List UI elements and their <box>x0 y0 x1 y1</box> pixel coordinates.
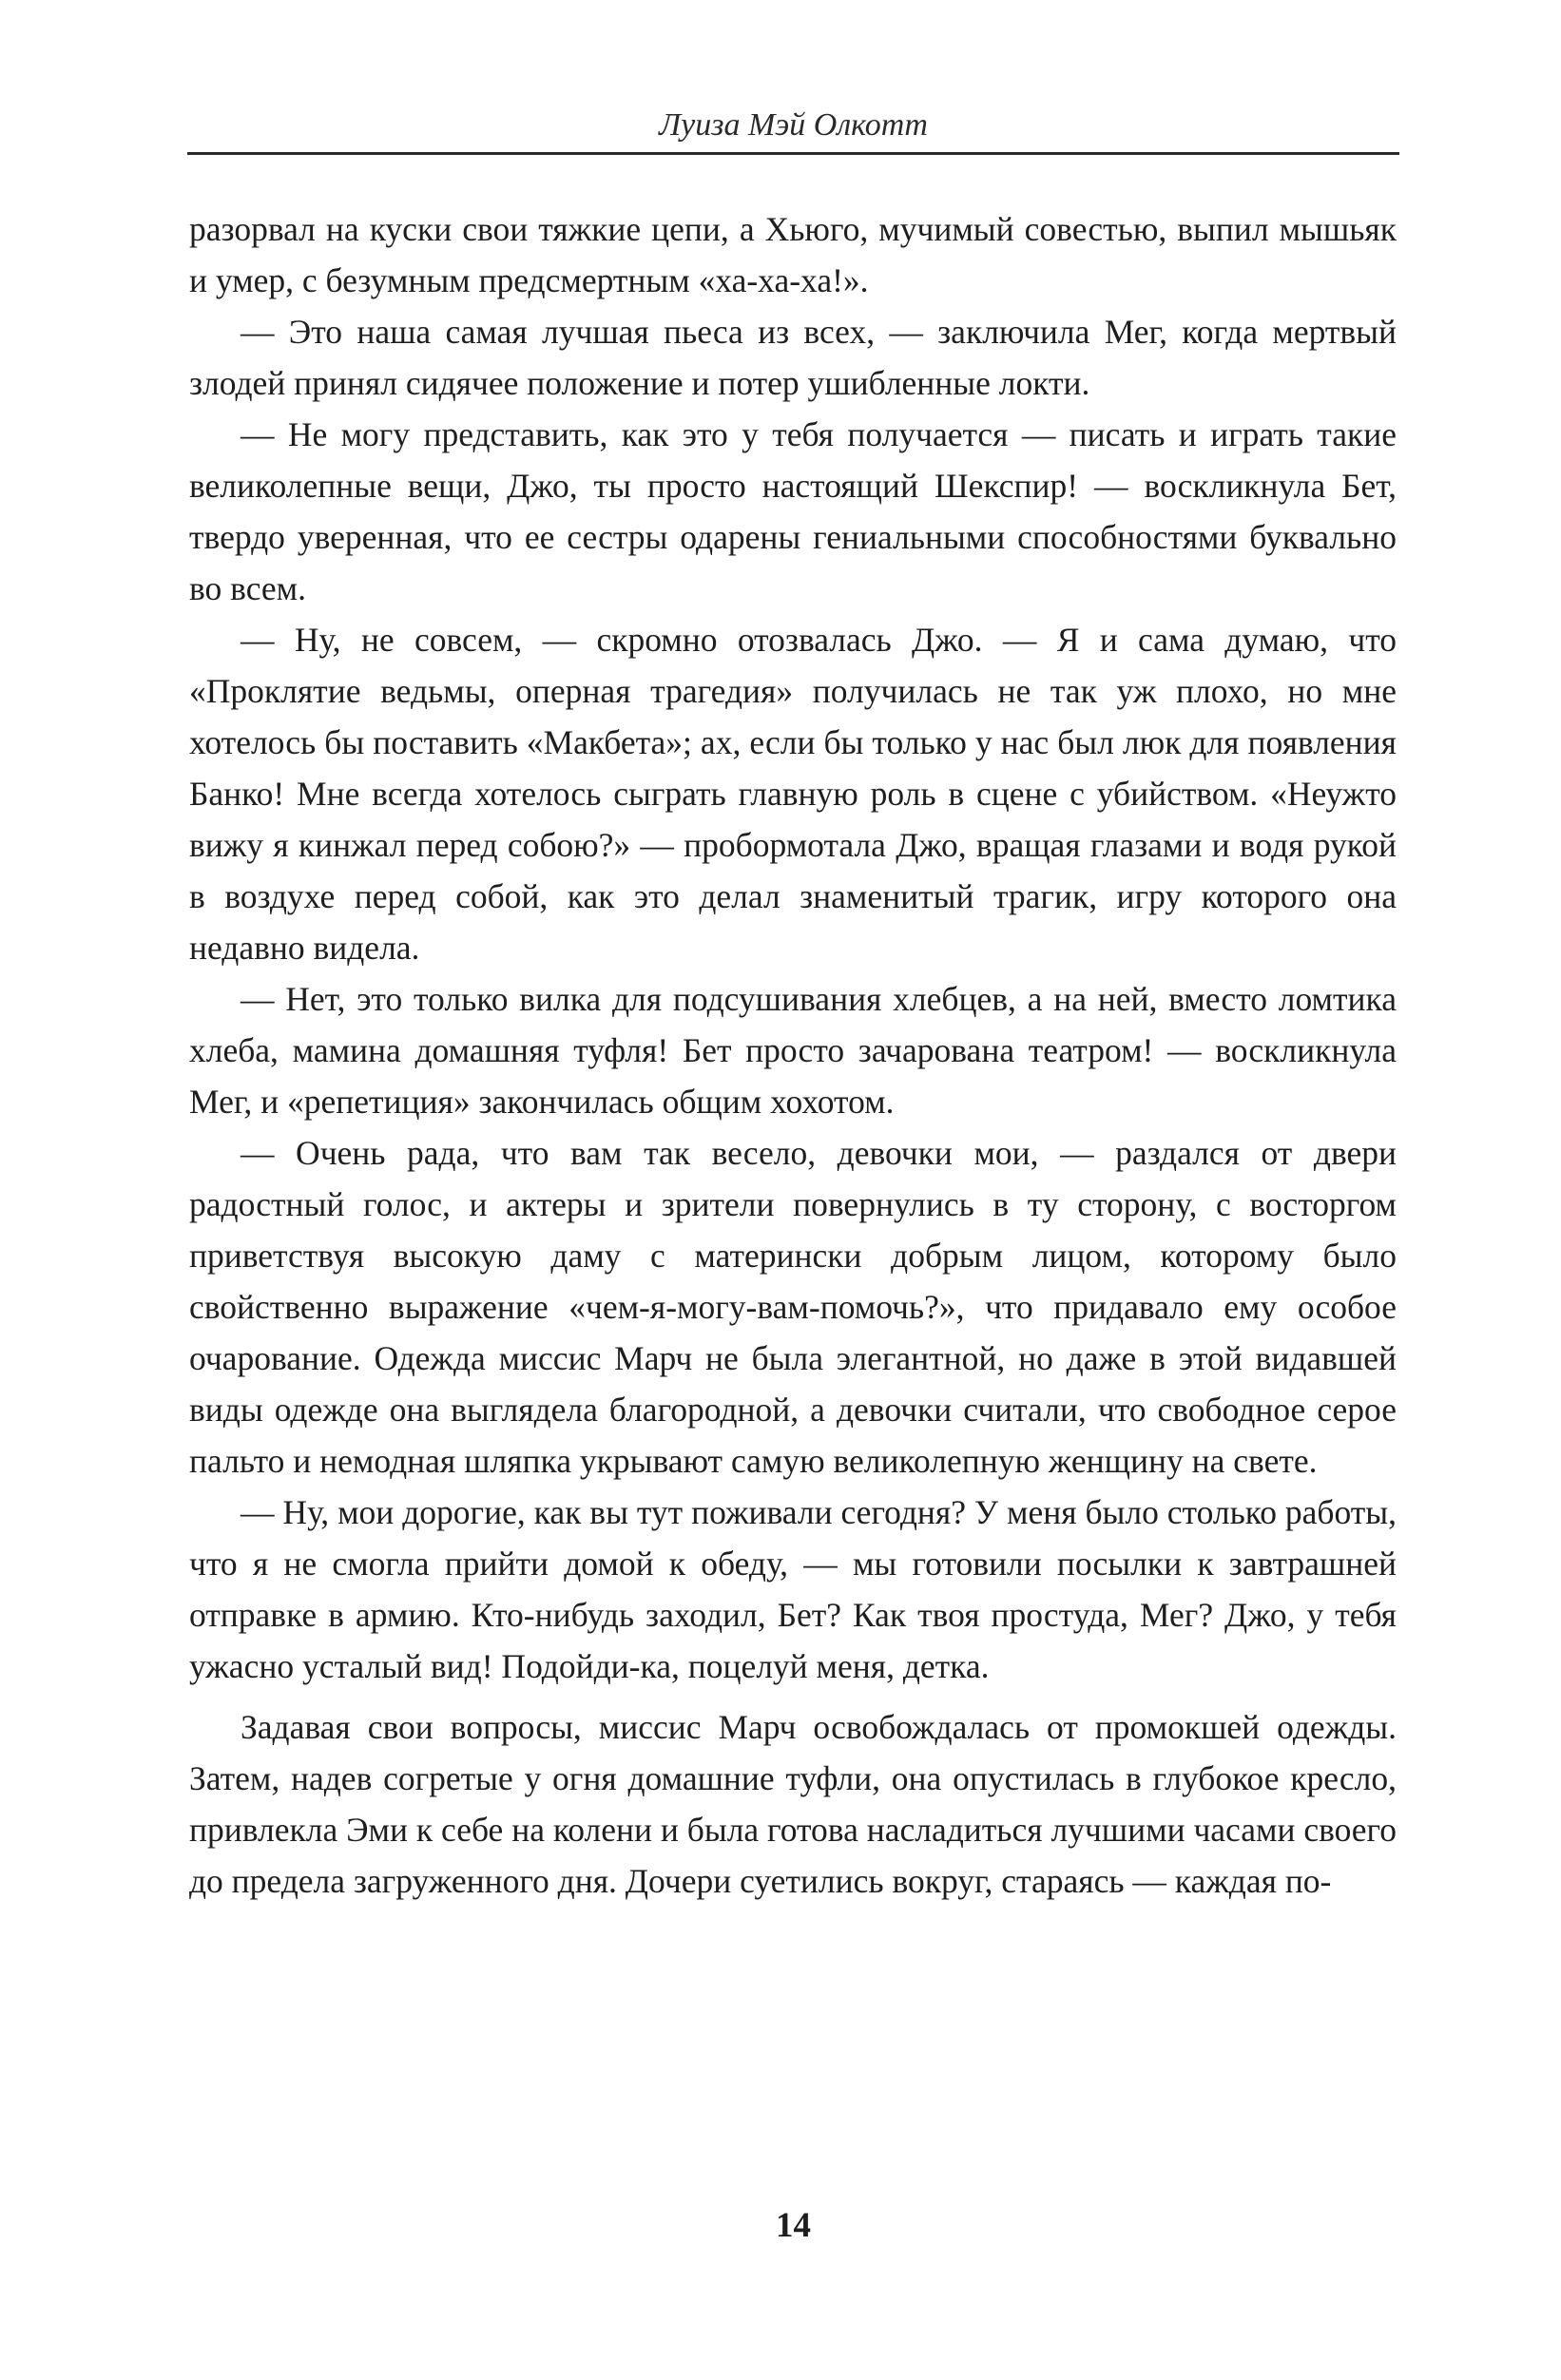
paragraph: — Ну, не совсем, — скромно отозвалась Джо. — Я и сама думаю, что «Проклятие ведьмы, оперная трагедия» получилась не так уж плохо, но мне хотелось бы поставить «Макбета»; ах, если бы только у нас был люк для появления Банко! Мне всегда хотелось сыграть главную роль в сцене с убийством. «Неужто вижу я кинжал перед собою?» — пробормотала Джо, вращая глазами и водя рукой в воздухе перед собой, как это делал знаменитый трагик, игру которого она недавно видела. <box>189 621 1397 967</box>
running-header: Луиза Мэй Олкотт <box>659 107 928 143</box>
paragraph-continuation: разорвал на куски свои тяжкие цепи, а Хьюго, мучимый совестью, выпил мышьяк и умер, с безумным предсмертным «ха-ха-ха!». <box>189 210 1397 299</box>
paragraph: — Это наша самая лучшая пьеса из всех, — заключила Мег, когда мертвый злодей принял сидячее положение и потер ушибленные локти. <box>189 313 1397 402</box>
paragraph: — Ну, мои дорогие, как вы тут поживали сегодня? У меня было столько работы, что я не смогла прийти домой к обеду, — мы готовили посылки к завтрашней отправке в армию. Кто-нибудь заходил, Бет? Как твоя простуда, Мег? Джо, у тебя ужасно усталый вид! Подойди-ка, поцелуй меня, детка. <box>189 1493 1397 1685</box>
paragraph: — Не могу представить, как это у тебя получается — писать и играть такие великолепные вещи, Джо, ты просто настоящий Шекспир! — воскликнула Бет, твердо уверенная, что ее сестры одарены гениальными способностями буквально во всем. <box>189 415 1397 607</box>
header-rule <box>187 152 1399 155</box>
paragraph: — Очень рада, что вам так весело, девочки мои, — раздался от двери радостный голос, и актеры и зрители повернулись в ту сторону, с восторгом приветствуя высокую даму с матерински добрым лицом, которому было свойственно выражение «чем-я-могу-вам-помочь?», что придавало ему особое очарование. Одежда миссис Марч не была элегантной, но даже в этой видавшей виды одежде она выглядела благородной, а девочки считали, что свободное серое пальто и немодная шляпка укрывают самую великолепную женщину на свете. <box>189 1134 1397 1480</box>
page-number: 14 <box>776 2206 811 2245</box>
paragraph: — Нет, это только вилка для подсушивания хлебцев, а на ней, вместо ломтика хлеба, мамина домашняя туфля! Бет просто зачарована театром! — воскликнула Мег, и «репетиция» закончилась общим хохотом. <box>189 980 1397 1121</box>
paragraph: Задавая свои вопросы, миссис Марч освобождалась от промокшей одежды. Затем, надев согретые у огня домашние туфли, она опустилась в глубокое кресло, привлекла Эми к себе на колени и была готова насладиться лучшими часами своего до предела загруженного дня. Дочери суетились вокруг, стараясь — каждая по- <box>189 1708 1397 1900</box>
page-body <box>189 203 1397 1907</box>
